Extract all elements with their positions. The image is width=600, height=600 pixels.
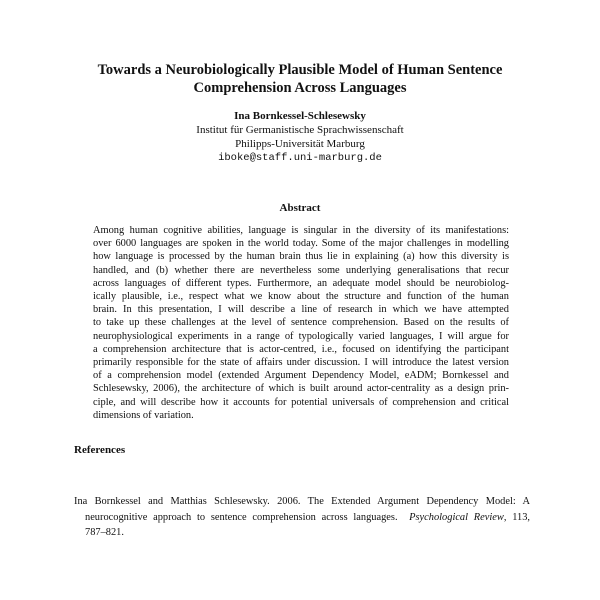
reference-line-1: Ina Bornkessel and Matthias Schlesewsky. 2006. The Extended Argument Dependency Model: A: [74, 496, 530, 507]
abstract-line: over 6000 languages are spoken in the world today. Some of the major challenges in modelling: [93, 238, 509, 250]
abstract-line: primarily responsible for the state of affairs under discussion. I will introduce the latest version: [93, 357, 509, 369]
references-heading: References: [74, 444, 126, 456]
abstract-line: neurophysiological experiments in a range of typologically varied languages, I will argue for: [93, 330, 509, 342]
abstract-line: brain. In this presentation, I will describe a line of research in which we have attempted: [93, 304, 509, 316]
paper-title: [60, 61, 540, 97]
reference-line-3: 787–821.: [85, 527, 124, 538]
abstract-line: Among human cognitive abilities, language is singular in the diversity of its manifestations:: [93, 225, 509, 236]
author-name: Ina Bornkessel-Schlesewsky: [234, 110, 366, 122]
abstract-line: a comprehension architecture that is actor-centred, i.e., focused on identifying the participant: [93, 343, 509, 355]
abstract-body: [93, 224, 509, 422]
abstract-line: dimensions of variation.: [93, 409, 194, 421]
abstract-line: how language is processed by the human brain thus lie in explaining (a) how this diversity is: [93, 251, 509, 263]
reference-entry: [74, 494, 530, 541]
author-block: [60, 109, 540, 165]
reference-journal: Psychological Review: [409, 511, 504, 523]
abstract-line: of a comprehension model (extended Argument Dependency Model, eADM; Bornkessel and: [93, 370, 509, 382]
abstract-line: to take up these challenges at the level of sentence comprehension. Based on the results of: [93, 317, 509, 329]
paper-title-line-2: Comprehension Across Languages: [193, 80, 407, 96]
reference-volume: , 113,: [503, 511, 530, 523]
author-email: iboke@staff.uni-marburg.de: [218, 152, 382, 164]
reference-line-2: [74, 510, 530, 526]
abstract-line: ically plausible, i.e., respect what we know about the structure and function of the human: [93, 291, 509, 303]
paper-title-line-1: Towards a Neurobiologically Plausible Model of Human Sentence: [97, 62, 503, 78]
affiliation-institute: Institut für Germanistische Sprachwissenschaft: [196, 124, 404, 136]
abstract-line: Schlesewsky, 2006), the architecture of which is built around actor-centrality as a design prin-: [93, 383, 509, 395]
reference-text: neurocognitive approach to sentence comprehension across languages.: [85, 511, 398, 523]
abstract-line: ciple, and will describe how it accounts for potential universals of comprehension and critical: [93, 396, 509, 408]
abstract-line: across languages of different types. Furthermore, an adequate model should be neurobiolog-: [93, 277, 509, 289]
abstract-line: handled, and (b) whether there are nevertheless some underlying generalisations that recur: [93, 264, 509, 276]
abstract-heading: Abstract: [279, 202, 321, 214]
affiliation-university: Philipps-Universität Marburg: [235, 138, 365, 150]
